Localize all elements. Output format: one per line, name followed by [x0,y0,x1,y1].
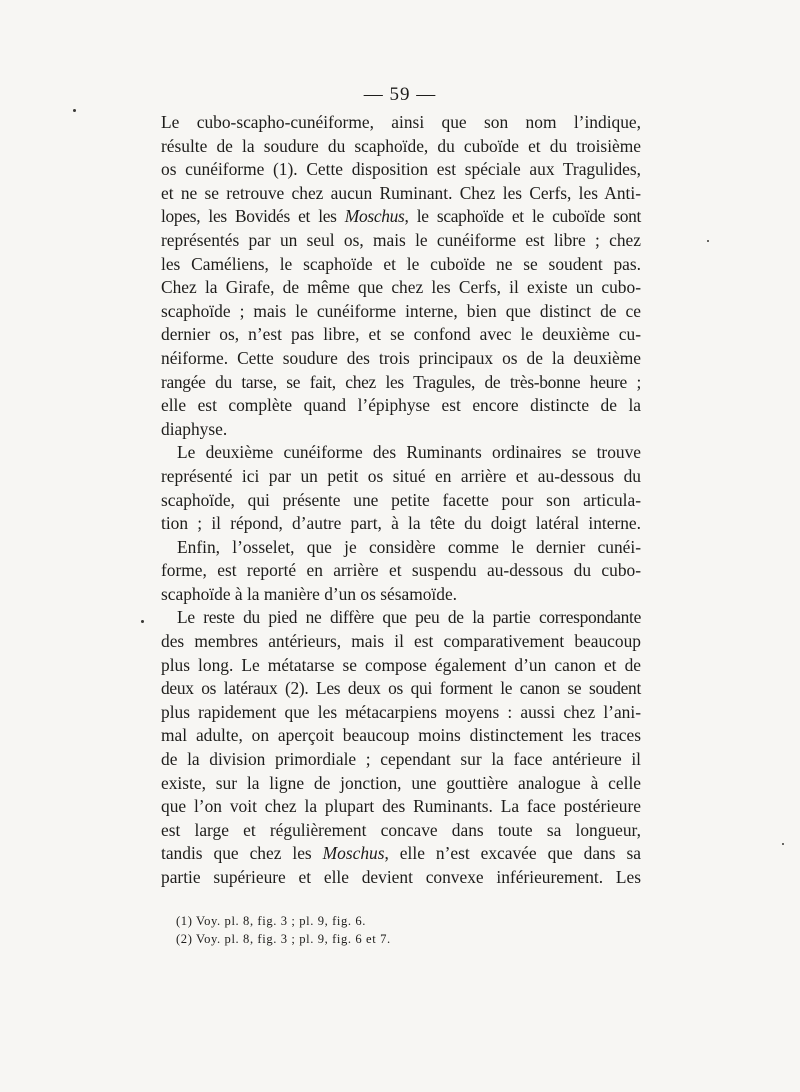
text-line: deux os latéraux (2). Les deux os qui forment le canon se soudent [161,678,641,699]
text-line: plus long. Le métatarse se compose également d’un canon et de [161,654,641,675]
scan-speck [782,843,784,845]
text-line: forme, est reporté en arrière et suspendu au-dessous du cubo- [161,560,641,581]
footnote: (1) Voy. pl. 8, fig. 3 ; pl. 9, fig. 6. [176,914,367,928]
text-line: partie supérieure et elle devient convexe inférieurement. Les [161,867,641,887]
text-line: Le reste du pied ne diffère que peu de la partie correspondante [177,607,641,628]
text-line: est large et régulièrement concave dans toute sa longueur, [161,819,641,840]
scan-speck [73,109,76,112]
text-line: et ne se retrouve chez aucun Ruminant. Chez les Cerfs, les Anti- [161,182,641,203]
text-line: résulte de la soudure du scaphoïde, du cuboïde et du troisième [161,135,641,156]
text-line: que l’on voit chez la plupart des Ruminants. La face postérieure [161,796,641,817]
genus-name: Moschus [344,206,405,227]
text-line: néiforme. Cette soudure des trois principaux os de la deuxième [161,347,641,368]
text-line: lopes, les Bovidés et les Moschus, le scaphoïde et le cuboïde sont [161,206,642,227]
text-line: représenté ici par un petit os situé en arrière et au-dessous du [161,465,641,486]
text-line: Chez la Girafe, de même que chez les Cerfs, il existe un cubo- [161,277,641,298]
text-line: les Caméliens, le scaphoïde et le cuboïde ne se soudent pas. [161,253,641,274]
text-line: tandis que chez les Moschus, elle n’est excavée que dans sa [161,843,641,864]
footnote: (2) Voy. pl. 8, fig. 3 ; pl. 9, fig. 6 et 7. [176,932,391,946]
body-text [161,111,641,890]
text-line: Le deuxième cunéiforme des Ruminants ordinaires se trouve [177,442,641,463]
text-line: Enfin, l’osselet, que je considère comme le dernier cunéi- [177,536,641,557]
text-line: tion ; il répond, d’autre part, à la tête du doigt latéral interne. [161,513,641,534]
text-line: des membres antérieurs, mais il est comparativement beaucoup [161,631,641,652]
text-line: représentés par un seul os, mais le cunéiforme est libre ; chez [161,229,641,250]
text-line: scaphoïde, qui présente une petite facette pour son articula- [161,489,641,510]
text-line: scaphoïde ; mais le cunéiforme interne, bien que distinct de ce [161,300,641,321]
text-line: de la division primordiale ; cependant sur la face antérieure il [161,749,641,770]
text-line: dernier os, n’est pas libre, et se confond avec le deuxième cu- [161,324,641,345]
text-line: mal adulte, on aperçoit beaucoup moins distinctement les traces [161,725,641,746]
genus-name: Moschus [322,843,385,864]
text-line: existe, sur la ligne de jonction, une gouttière analogue à celle [161,772,641,793]
text-line: Le cubo-scapho-cunéiforme, ainsi que son nom l’indique, [161,112,641,132]
page-number: — 59 — [363,84,437,105]
text-line: os cunéiforme (1). Cette disposition est spéciale aux Tragulides, [161,159,641,180]
scan-speck [707,240,709,242]
text-line: elle est complète quand l’épiphyse est encore distincte de la [161,395,641,416]
text-line: scaphoïde à la manière d’un os sésamoïde. [161,583,458,604]
scan-speck [141,620,144,623]
footnotes [176,912,391,948]
text-line: rangée du tarse, se fait, chez les Tragules, de très-bonne heure ; [161,371,641,392]
text-line: plus rapidement que les métacarpiens moyens : aussi chez l’ani- [161,701,641,722]
text-line: diaphyse. [161,418,228,439]
